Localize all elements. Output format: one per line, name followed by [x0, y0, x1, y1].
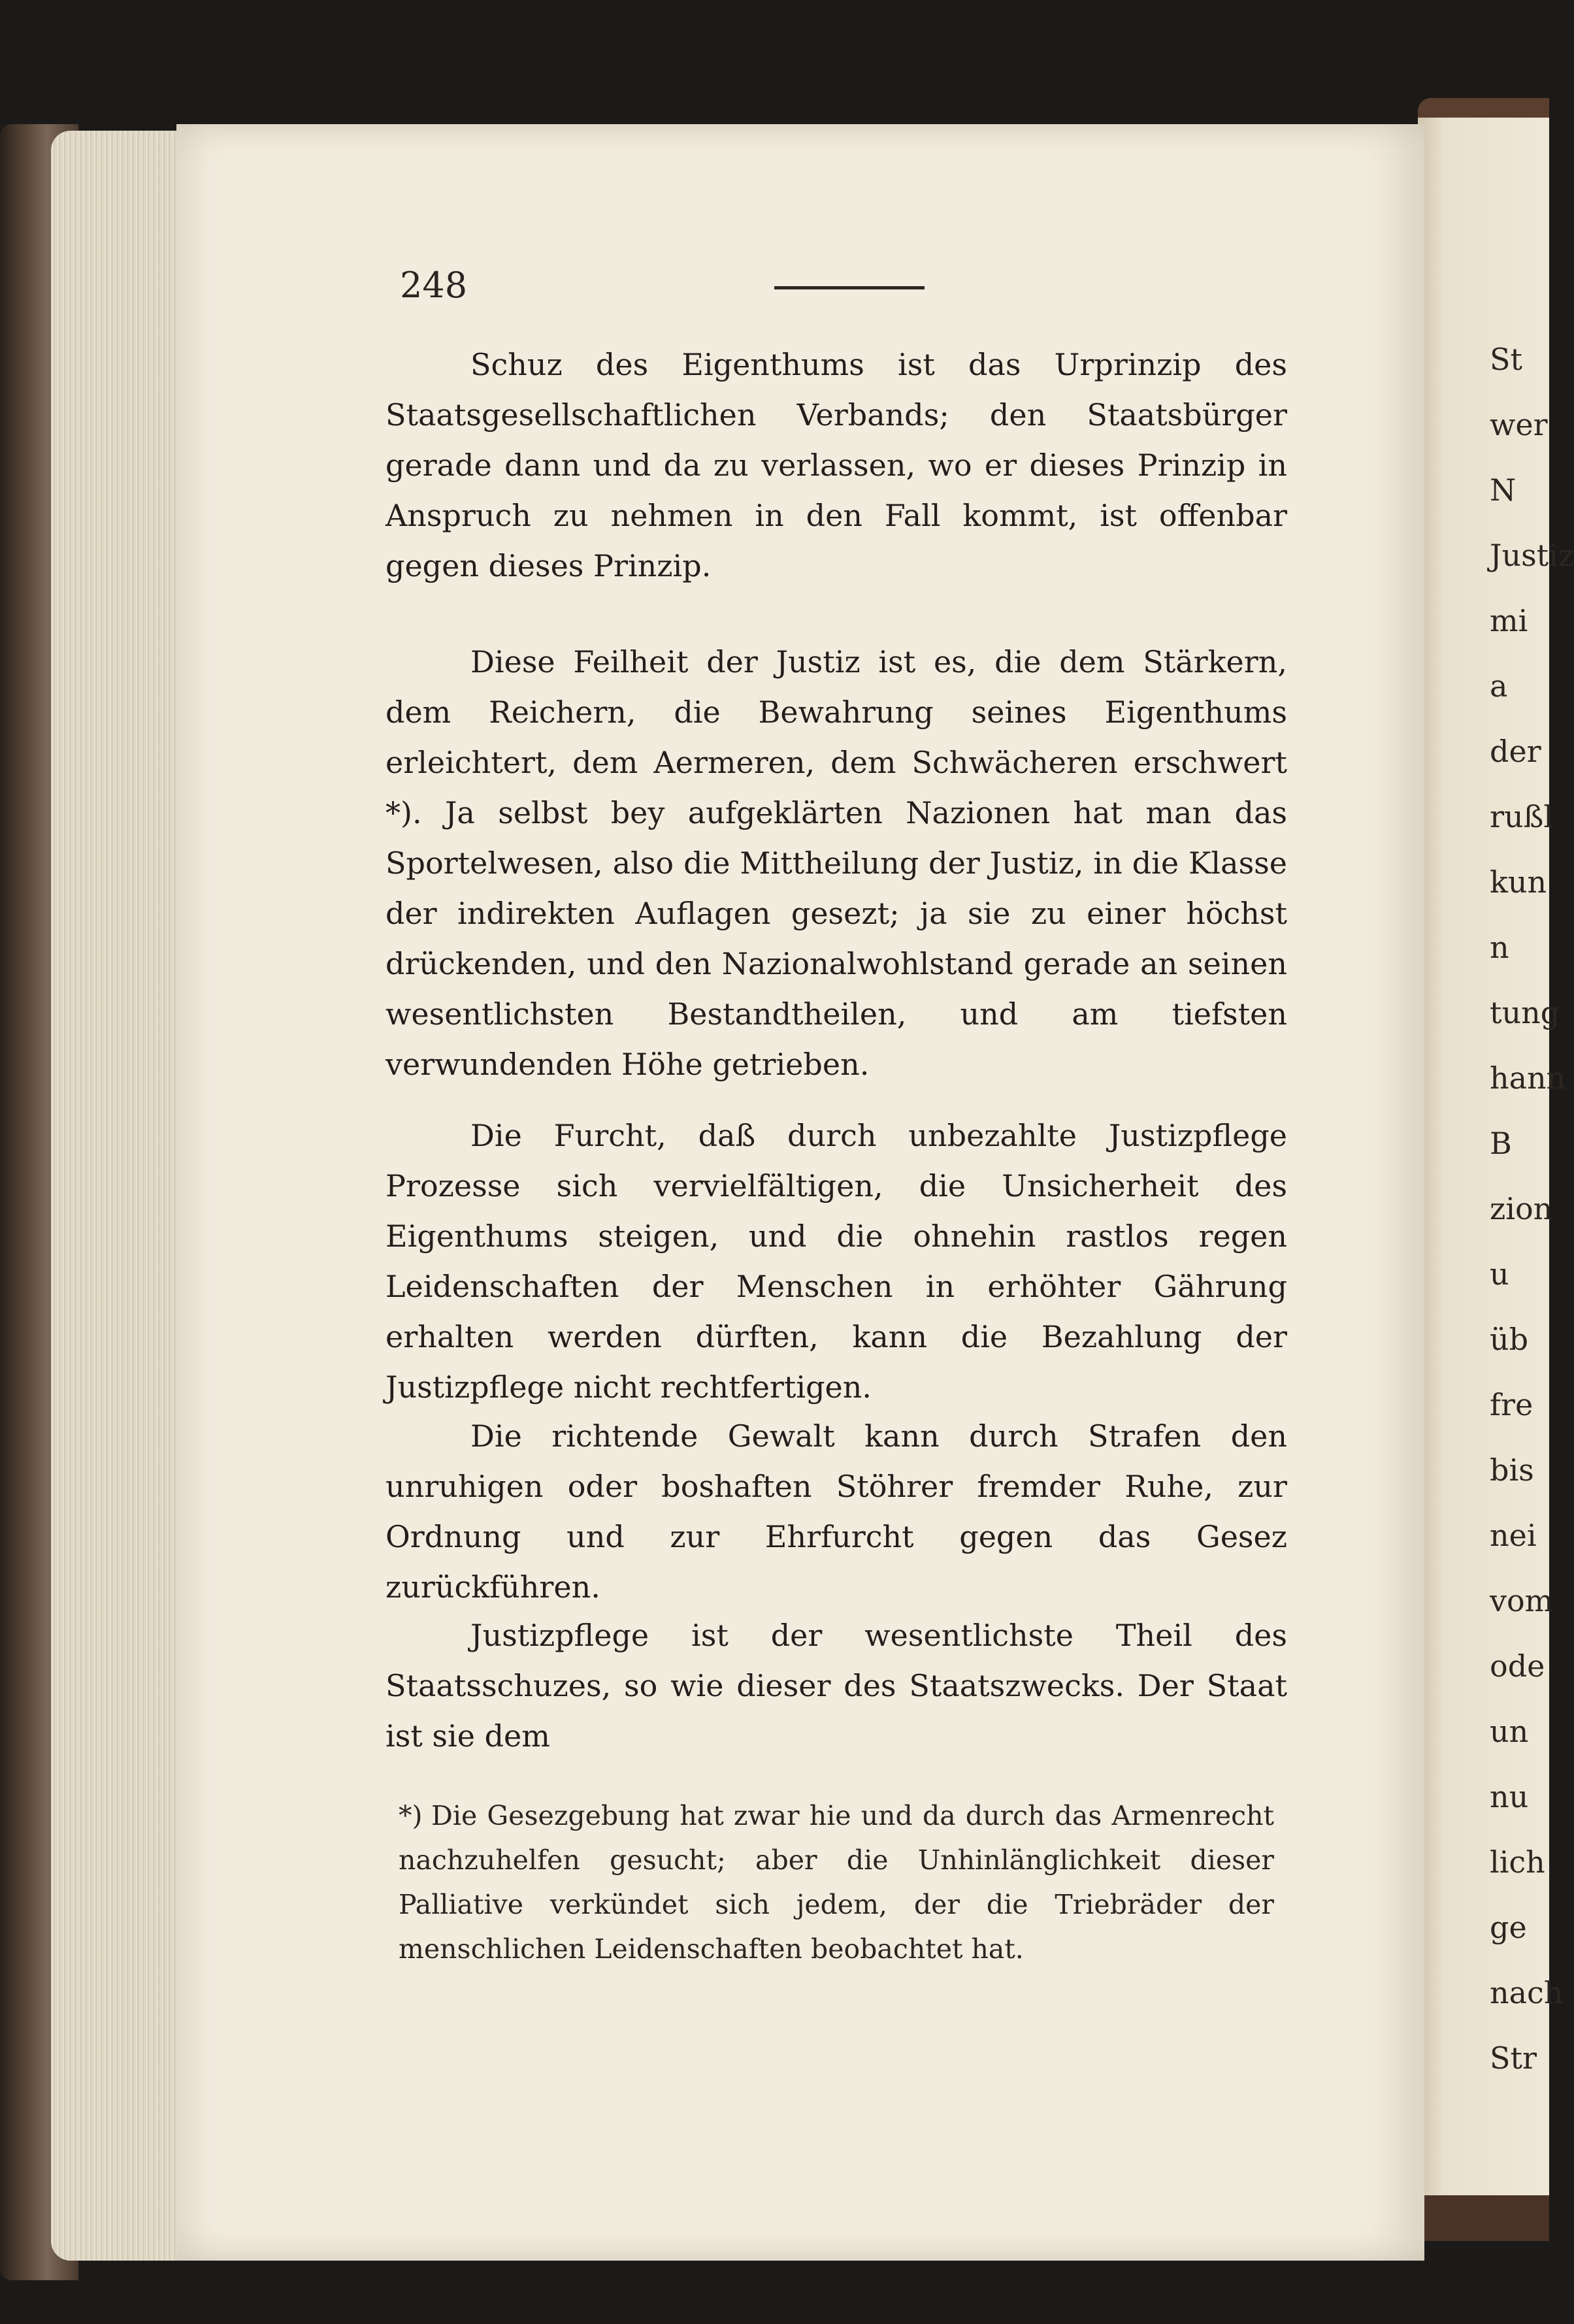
facing-page-fragment: nu: [1490, 1779, 1529, 1814]
facing-page-fragment: kun: [1490, 864, 1547, 900]
facing-page-fragment: tung: [1490, 995, 1560, 1030]
facing-page-fragment: St: [1490, 342, 1522, 377]
facing-page-fragment: B: [1490, 1126, 1512, 1161]
facing-page-fragment: un: [1490, 1714, 1529, 1749]
paragraph-3: Die Furcht, daß durch unbezahlte Justizpflege Prozesse sich vervielfältigen, die Unsicherheit des Eigenthums steigen, und die ohnehin rastlos regen Leidenschaften der Menschen in erhöhter Gährung erhalten werden dürften, kann die Bezahlung der Justizpflege nicht rechtfertigen.: [385, 1118, 1287, 1405]
facing-page-fragment: mi: [1490, 603, 1528, 638]
paragraph-4: Die richtende Gewalt kann durch Strafen den unruhigen oder boshaften Stöhrer fremder Ruhe, zur Ordnung und zur Ehrfurcht gegen das Gesez zurückführen.: [385, 1418, 1287, 1605]
facing-page-fragment: nach: [1490, 1975, 1564, 2010]
paragraph-2: Diese Feilheit der Justiz ist es, die dem Stärkern, dem Reichern, die Bewahrung seines Eigenthums erleichtert, dem Aermeren, dem Schwächeren erschwert *). Ja selbst bey aufgeklärten Nazionen hat man das Sportelwesen, also die Mittheilung der Justiz, in die Klasse der indirekten Auflagen gesezt; ja sie zu einer höchst drückenden, und den Nazionalwohlstand gerade an seinen wesentlichsten Bestandtheilen, und am tiefsten verwundenden Höhe getrieben.: [385, 644, 1287, 1082]
facing-page-fragment: fre: [1490, 1387, 1533, 1422]
facing-page-fragment: vom: [1490, 1583, 1554, 1618]
facing-page-fragment: rußl: [1490, 799, 1554, 834]
facing-page-fragment: bis: [1490, 1452, 1534, 1488]
facing-page-fragment: a: [1490, 668, 1508, 704]
facing-page-fragment: der: [1490, 734, 1541, 769]
book-cover-right-bottom: [1418, 2195, 1549, 2241]
facing-page-text: [1490, 327, 1574, 2091]
facing-page-fragment: n: [1490, 930, 1509, 965]
page-number: 248: [400, 265, 468, 306]
facing-page-fragment: Justiz: [1490, 538, 1574, 573]
facing-page-fragment: nei: [1490, 1518, 1537, 1553]
footnote: [399, 1793, 1274, 1971]
facing-page-fragment: üb: [1490, 1322, 1529, 1357]
paragraph-1: Schuz des Eigenthums ist das Urprinzip des Staatsgesellschaftlichen Verbands; den Staatsbürger gerade dann und da zu verlassen, wo er dieses Prinzip in Anspruch zu nehmen in den Fall kommt, ist offenbar gegen dieses Prinzip.: [385, 347, 1287, 583]
facing-page-fragment: zion: [1490, 1191, 1553, 1226]
facing-page-fragment: wer: [1490, 407, 1548, 442]
footnote-text: Die Gesezgebung hat zwar hie und da durch das Armenrecht nachzuhelfen gesucht; aber die Unhinlänglichkeit dieser Palliative verkündet sich jedem, der die Triebräder der menschlichen Leidenschaften beobachtet hat.: [399, 1800, 1274, 1965]
facing-page-fragment: u: [1490, 1256, 1509, 1292]
facing-page-fragment: lich: [1490, 1844, 1545, 1880]
facing-page-fragment: N: [1490, 472, 1517, 508]
footnote-mark: *): [399, 1800, 423, 1831]
facing-page-fragment: ode: [1490, 1648, 1545, 1684]
facing-page-fragment: hann: [1490, 1060, 1566, 1096]
page-edges: [51, 131, 195, 2261]
facing-page-fragment: Str: [1490, 2040, 1537, 2076]
paragraph-5: Justizpflege ist der wesentlichste Theil des Staatsschuzes, so wie dieser des Staatszwecks. Der Staat ist sie dem: [385, 1618, 1287, 1754]
header-rule: [774, 286, 925, 289]
facing-page-fragment: ge: [1490, 1910, 1527, 1945]
